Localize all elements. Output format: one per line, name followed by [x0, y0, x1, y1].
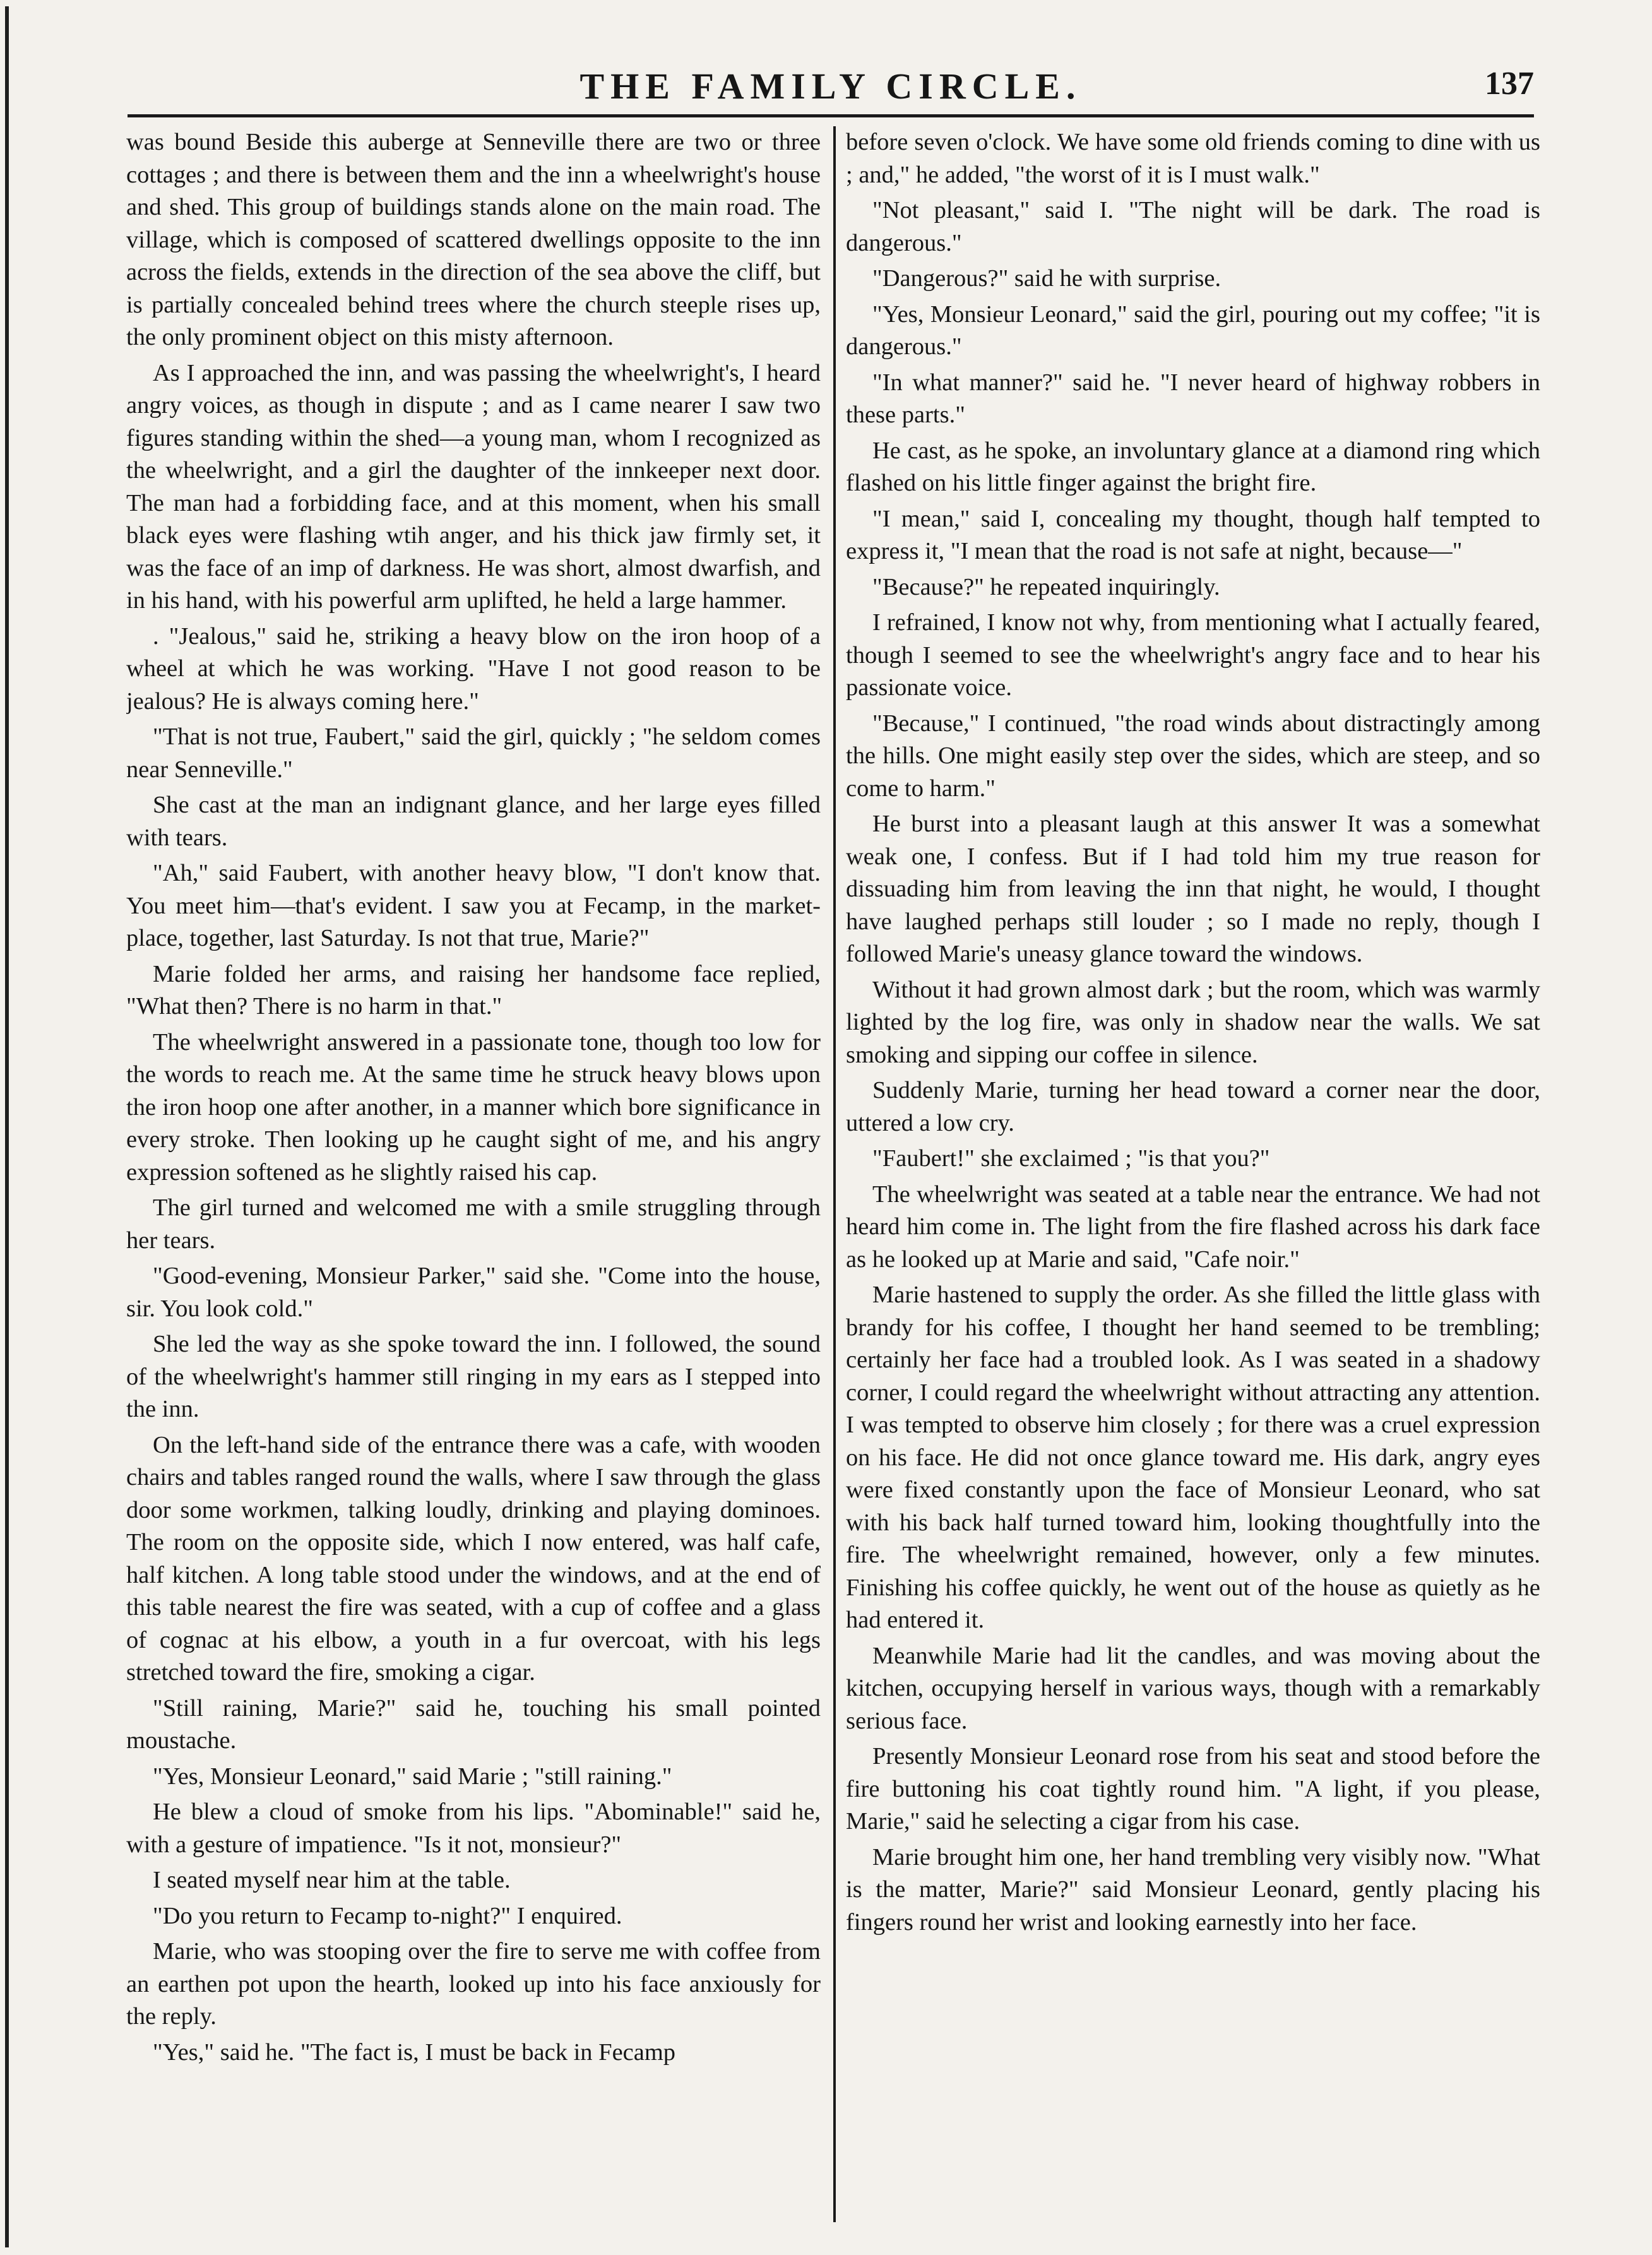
paragraph: Marie folded her arms, and raising her handsome face replied, "What then? There is no harm in that.": [126, 960, 821, 1020]
paragraph: She cast at the man an indignant glance, and her large eyes filled with tears.: [126, 792, 821, 851]
paragraph: I seated myself near him at the table.: [153, 1867, 511, 1893]
paragraph: "Do you return to Fecamp to-night?" I enquired.: [153, 1902, 622, 1929]
right-column: [846, 126, 1540, 2228]
paragraph: "Because," I continued, "the road winds about distractingly among the hills. One might easily step over the sides, which are steep, and so come to harm.": [846, 710, 1540, 802]
page-edge-rule: [5, 6, 9, 2247]
header-rule: [128, 114, 1534, 117]
paragraph: before seven o'clock. We have some old friends coming to dine with us ; and," he added, "the worst of it is I must walk.": [846, 129, 1540, 188]
paragraph: I refrained, I know not why, from mentioning what I actually feared, though I seemed to see the wheelwright's angry face and to hear his passionate voice.: [846, 609, 1540, 701]
paragraph: Meanwhile Marie had lit the candles, and was moving about the kitchen, occupying herself in various ways, though with a remarkably serious face.: [846, 1642, 1540, 1734]
paragraph: "Yes, Monsieur Leonard," said Marie ; "still raining.": [153, 1763, 672, 1790]
paragraph: . "Jealous," said he, striking a heavy blow on the iron hoop of a wheel at which he was working. "Have I not good reason to be jealous? He is always coming here.": [126, 622, 821, 715]
paragraph: The wheelwright answered in a passionate tone, though too low for the words to reach me. At the same time he struck heavy blows upon the iron hoop one after another, in a manner which bore significance in every stroke. Then looking up he caught sight of me, and his angry expression softened as he slightly raised his cap.: [126, 1028, 821, 1186]
page-header: [128, 60, 1534, 117]
paragraph: On the left-hand side of the entrance there was a cafe, with wooden chairs and tables ranged round the walls, where I saw through the glass door some workmen, talking loudly, drinking and playing dominoes. The room on the opposite side, which I now entered, was half cafe, half kitchen. A long table stood under the windows, and at the end of this table nearest the fire was seated, with a cup of coffee and a glass of cognac at his elbow, a youth in a fur overcoat, with his legs stretched toward the fire, smoking a cigar.: [126, 1431, 821, 1686]
paragraph: He cast, as he spoke, an involuntary glance at a diamond ring which flashed on his little finger against the bright fire.: [846, 437, 1540, 496]
paragraph: "Ah," said Faubert, with another heavy blow, "I don't know that. You meet him—that's evident. I saw you at Fecamp, in the market-place, together, last Saturday. Is not that true, Marie?": [126, 860, 821, 951]
paragraph: "Still raining, Marie?" said he, touching his small pointed moustache.: [126, 1694, 821, 1754]
left-column: [126, 126, 821, 2228]
paragraph: The wheelwright was seated at a table near the entrance. We had not heard him come in. The light from the fire flashed across his dark face as he looked up at Marie and said, "Cafe noir.": [846, 1181, 1540, 1273]
paragraph: "Because?" he repeated inquiringly.: [872, 573, 1220, 600]
paragraph: "Not pleasant," said I. "The night will be dark. The road is dangerous.": [846, 197, 1540, 256]
paragraph: Presently Monsieur Leonard rose from his seat and stood before the fire buttoning his coat tightly round him. "A light, if you please, Marie," said he selecting a cigar from his case.: [846, 1743, 1540, 1835]
paragraph: Marie, who was stooping over the fire to serve me with coffee from an earthen pot upon the hearth, looked up into his face anxiously for the reply.: [126, 1938, 821, 2030]
column-divider: [833, 126, 836, 2222]
paragraph: Marie hastened to supply the order. As she filled the little glass with brandy for his coffee, I thought her hand seemed to be trembling; certainly her face had a troubled look. As I was seated in a shadowy corner, I could regard the wheelwright without attracting any attention. I was tempted to observe him closely ; for there was a cruel expression on his face. He did not once glance toward me. His dark, angry eyes were fixed constantly upon the face of Monsieur Leonard, who sat with his back half turned toward him, looking thoughtfully into the fire. The wheelwright remained, however, only a few minutes. Finishing his coffee quickly, he went out of the house as quietly as he had entered it.: [846, 1282, 1540, 1633]
paragraph: As I approached the inn, and was passing the wheelwright's, I heard angry voices, as though in dispute ; and as I came nearer I saw two figures standing within the shed—a young man, whom I recognized as the wheelwright, and a girl the daughter of the innkeeper next door. The man had a forbidding face, and at this moment, when his small black eyes were flashing wtih anger, and his thick jaw firmly set, it was the face of an imp of darkness. He was short, almost dwarfish, and in his hand, with his powerful arm uplifted, he held a large hammer.: [126, 359, 821, 614]
paragraph: He blew a cloud of smoke from his lips. "Abominable!" said he, with a gesture of impatience. "Is it not, monsieur?": [126, 1799, 821, 1858]
paragraph: "Yes," said he. "The fact is, I must be back in Fecamp: [153, 2038, 676, 2066]
paragraph: Marie brought him one, her hand trembling very visibly now. "What is the matter, Marie?" said Monsieur Leonard, gently placing his fingers round her wrist and looking earnestly into her face.: [846, 1843, 1540, 1936]
paragraph: Suddenly Marie, turning her head toward a corner near the door, uttered a low cry.: [846, 1077, 1540, 1136]
paragraph: "Yes, Monsieur Leonard," said the girl, pouring out my coffee; "it is dangerous.": [846, 300, 1540, 360]
paragraph: Without it had grown almost dark ; but the room, which was warmly lighted by the log fire, was only in shadow near the walls. We sat smoking and sipping our coffee in silence.: [846, 976, 1540, 1068]
paragraph: "Good-evening, Monsieur Parker," said she. "Come into the house, sir. You look cold.": [126, 1263, 821, 1322]
paragraph: "In what manner?" said he. "I never heard of highway robbers in these parts.": [846, 369, 1540, 428]
paragraph: "That is not true, Faubert," said the girl, quickly ; "he seldom comes near Senneville.": [126, 723, 821, 783]
paragraph: was bound Beside this auberge at Senneville there are two or three cottages ; and there is between them and the inn a wheelwright's house and shed. This group of buildings stands alone on the main road. The village, which is composed of scattered dwellings opposite to the inn across the fields, extends in the direction of the sea above the cliff, but is partially concealed behind trees where the church steeple rises up, the only prominent object on this misty afternoon.: [126, 129, 821, 350]
paragraph: "Faubert!" she exclaimed ; "is that you?": [872, 1145, 1270, 1172]
paragraph: "I mean," said I, concealing my thought, though half tempted to express it, "I mean that the road is not safe at night, because—": [846, 505, 1540, 564]
page-number: 137: [1485, 66, 1534, 102]
paragraph: She led the way as she spoke toward the inn. I followed, the sound of the wheelwright's hammer still ringing in my ears as I stepped into the inn.: [126, 1331, 821, 1422]
paragraph: The girl turned and welcomed me with a smile struggling through her tears.: [126, 1194, 821, 1254]
paragraph: "Dangerous?" said he with surprise.: [872, 265, 1221, 292]
running-title: THE FAMILY CIRCLE.: [579, 66, 1082, 107]
paragraph: He burst into a pleasant laugh at this answer It was a somewhat weak one, I confess. But if I had told him my true reason for dissuading him from leaving the inn that night, he would, I thought have laughed perhaps still louder ; so I made no reply, though I followed Marie's uneasy glance toward the windows.: [846, 811, 1540, 967]
